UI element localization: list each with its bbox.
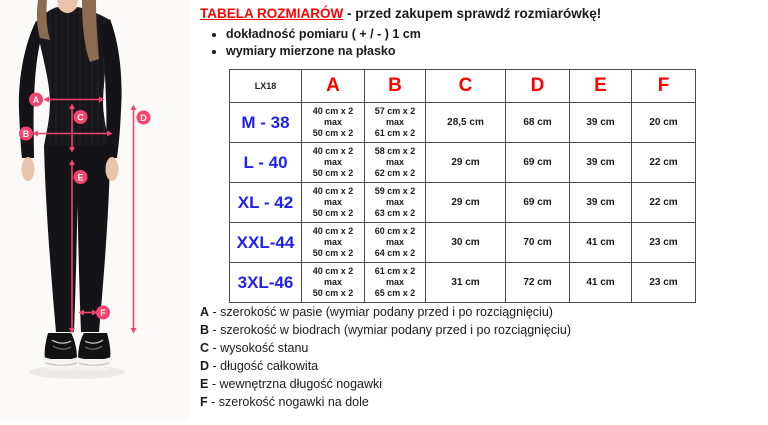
legend-item: A - szerokość w pasie (wymiar podany przed i po rozciągnięciu) xyxy=(200,305,553,319)
measure-b-cell: 60 cm x 2 max 64 cm x 2 xyxy=(365,223,426,263)
left-hand xyxy=(22,157,35,181)
measure-a-cell: 40 cm x 2 max 50 cm x 2 xyxy=(302,103,365,143)
measure-b-cell: 59 cm x 2 max 63 cm x 2 xyxy=(365,183,426,223)
column-header-d: D xyxy=(506,70,570,103)
measure-b-cell: 61 cm x 2 max 65 cm x 2 xyxy=(365,263,426,303)
column-header-c: C xyxy=(426,70,506,103)
legend-item: F - szerokość nogawki na dole xyxy=(200,395,369,409)
measure-e-label: E xyxy=(77,172,84,183)
measure-f-cell: 22 cm xyxy=(632,183,696,223)
measure-e-cell: 41 cm xyxy=(570,223,632,263)
right-hand xyxy=(106,157,119,181)
table-header-row xyxy=(230,70,696,103)
column-header-e: E xyxy=(570,70,632,103)
title-rest: - przed zakupem sprawdź rozmiarówkę! xyxy=(343,6,602,21)
title-highlight: TABELA ROZMIARÓW xyxy=(200,6,344,21)
size-cell: XXL-44 xyxy=(230,223,302,263)
measure-b-label: B xyxy=(22,128,30,139)
measure-d-cell: 68 cm xyxy=(506,103,570,143)
size-cell: 3XL-46 xyxy=(230,263,302,303)
measure-d-cell: 72 cm xyxy=(506,263,570,303)
measure-e-cell: 39 cm xyxy=(570,143,632,183)
legend xyxy=(200,303,571,411)
measure-a-cell: 40 cm x 2 max 50 cm x 2 xyxy=(302,223,365,263)
model-cell: LX18 xyxy=(230,70,302,103)
size-cell: L - 40 xyxy=(230,143,302,183)
measure-d-label: D xyxy=(140,112,147,123)
size-cell: XL - 42 xyxy=(230,183,302,223)
measure-d-cell: 69 cm xyxy=(506,143,570,183)
measure-f-cell: 23 cm xyxy=(632,263,696,303)
measure-e-cell: 41 cm xyxy=(570,263,632,303)
measure-f-cell: 22 cm xyxy=(632,143,696,183)
measure-a-cell: 40 cm x 2 max 50 cm x 2 xyxy=(302,263,365,303)
legend-item: B - szerokość w biodrach (wymiar podany przed i po rozciągnięciu) xyxy=(200,323,571,337)
measure-d-cell: 69 cm xyxy=(506,183,570,223)
measure-d-cell: 70 cm xyxy=(506,223,570,263)
measure-c-cell: 29 cm xyxy=(426,143,506,183)
measure-c-cell: 31 cm xyxy=(426,263,506,303)
legend-item: C - wysokość stanu xyxy=(200,341,309,355)
measure-c-cell: 29 cm xyxy=(426,183,506,223)
table-row xyxy=(230,223,696,263)
legend-item: E - wewnętrzna długość nogawki xyxy=(200,377,383,391)
measure-c-cell: 30 cm xyxy=(426,223,506,263)
measure-a-cell: 40 cm x 2 max 50 cm x 2 xyxy=(302,143,365,183)
measure-f-cell: 23 cm xyxy=(632,223,696,263)
measure-c-label: C xyxy=(77,112,84,123)
column-header-b: B xyxy=(365,70,426,103)
measure-b-cell: 58 cm x 2 max 62 cm x 2 xyxy=(365,143,426,183)
model-figure xyxy=(0,0,190,420)
table-row xyxy=(230,183,696,223)
column-header-a: A xyxy=(302,70,365,103)
measure-c-cell: 28,5 cm xyxy=(426,103,506,143)
measure-e-cell: 39 cm xyxy=(570,103,632,143)
table-row xyxy=(230,263,696,303)
note-item: • wymiary mierzone na płasko xyxy=(226,44,421,58)
measure-f-label: F xyxy=(100,307,106,318)
measure-a-cell: 40 cm x 2 max 50 cm x 2 xyxy=(302,183,365,223)
measure-b-cell: 57 cm x 2 max 61 cm x 2 xyxy=(365,103,426,143)
table-row xyxy=(230,143,696,183)
table-row xyxy=(230,103,696,143)
legend-item: D - długość całkowita xyxy=(200,359,319,373)
note-item: • dokładność pomiaru ( + / - ) 1 cm xyxy=(226,27,421,41)
size-cell: M - 38 xyxy=(230,103,302,143)
notes-list xyxy=(214,27,421,61)
size-table xyxy=(229,69,696,303)
measure-f-cell: 20 cm xyxy=(632,103,696,143)
page-title xyxy=(200,6,601,21)
measure-e-cell: 39 cm xyxy=(570,183,632,223)
product-photo xyxy=(0,0,190,420)
measure-a-label: A xyxy=(32,94,40,105)
column-header-f: F xyxy=(632,70,696,103)
